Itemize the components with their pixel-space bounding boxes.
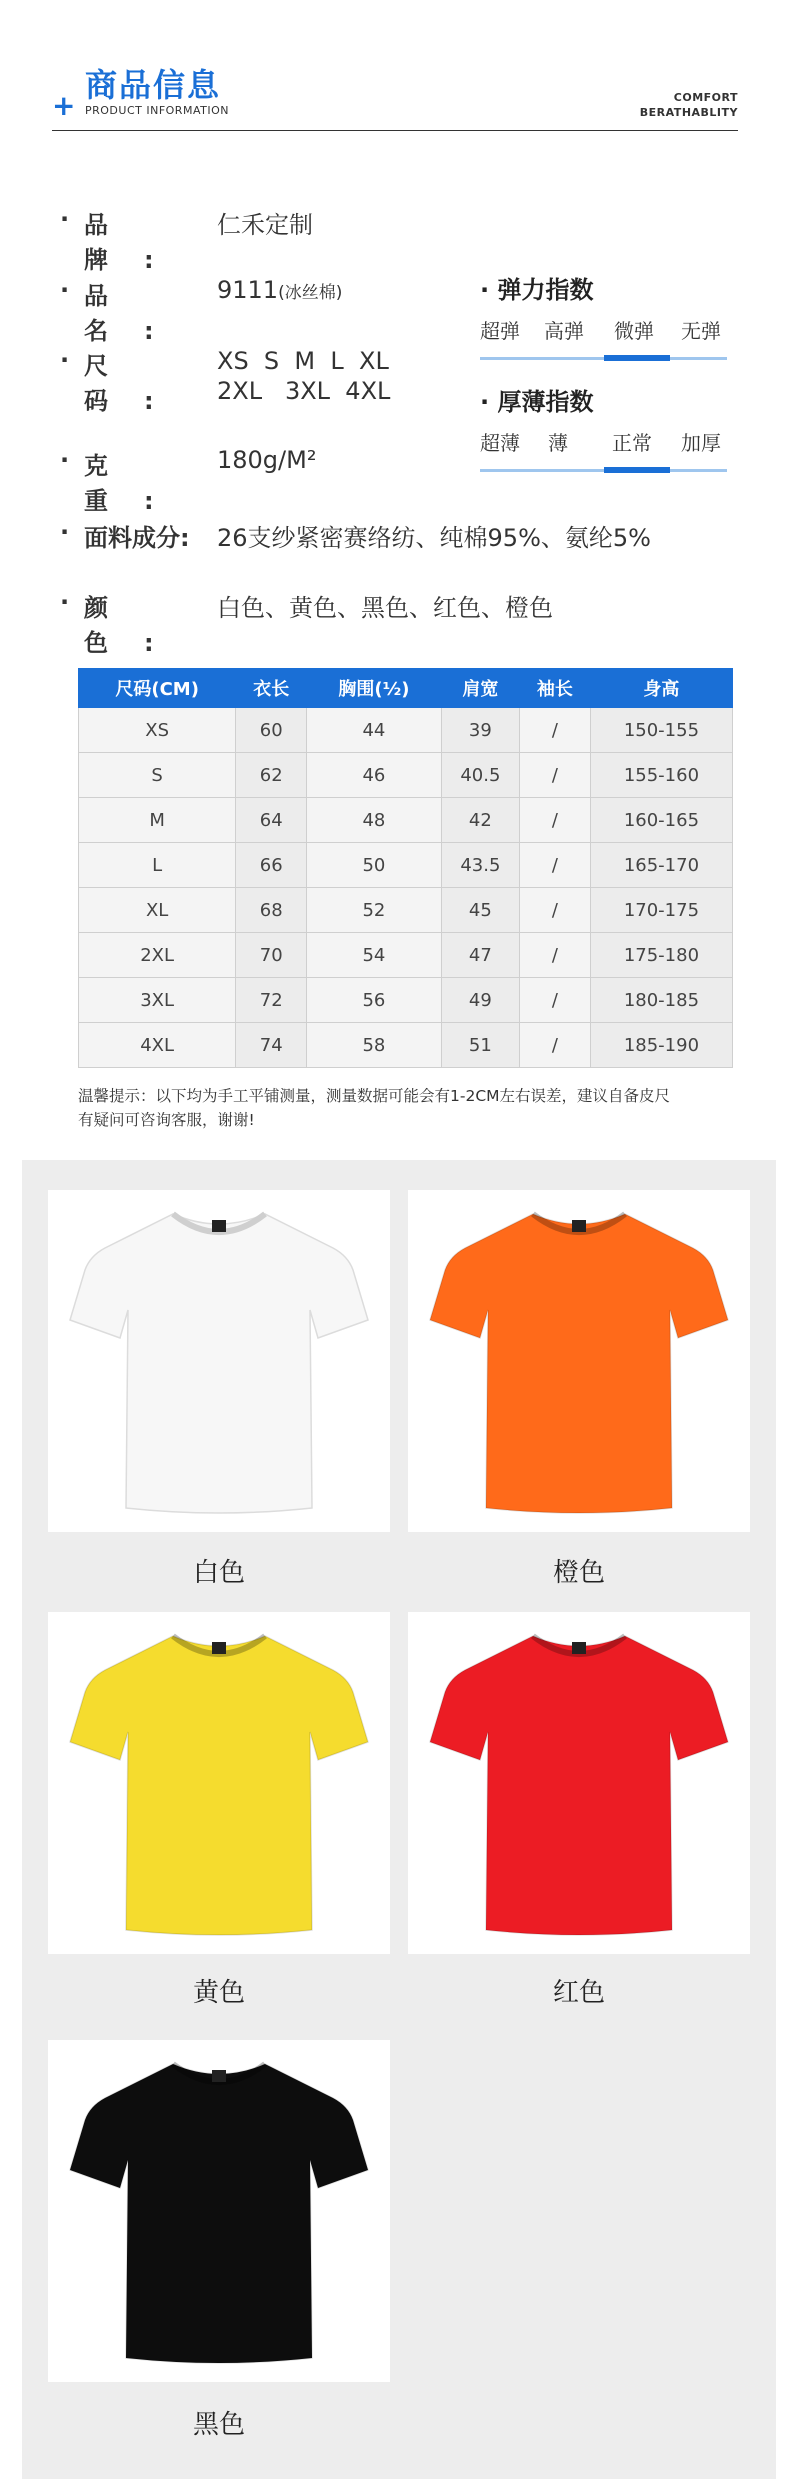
weight-value: 180g/M² [217,446,317,474]
neck-label [212,2070,226,2082]
section-subtitle: PRODUCT INFORMATION [85,104,229,117]
size-label: 尺码: [84,352,190,415]
tshirt-body [430,1636,728,1935]
brand-label: 品牌: [84,211,190,274]
table-cell: 72 [236,978,307,1023]
table-cell: M [79,798,236,843]
material-value: 26支纱紧密赛络纺、纯棉95%、氨纶5% [217,524,651,552]
bullet: · [60,346,70,374]
note-line1: 温馨提示：以下均为手工平铺测量，测量数据可能会有1-2CM左右误差，建议自备皮尺 [78,1087,671,1105]
table-cell: 49 [441,978,519,1023]
size-value [217,346,390,406]
product-image-yellow [48,1612,390,1954]
table-cell: XS [79,708,236,753]
size-line2: 2XL 3XL 4XL [217,377,391,405]
col-header: 胸围(½) [307,669,442,708]
table-cell: S [79,753,236,798]
table-cell: 3XL [79,978,236,1023]
table-cell: 47 [441,933,519,978]
table-cell: 50 [307,843,442,888]
measurement-note [78,1084,738,1132]
table-row [79,708,733,753]
table-cell: 155-160 [590,753,732,798]
table-cell: 170-175 [590,888,732,933]
table-cell: 64 [236,798,307,843]
elasticity-title-text: 弹力指数 [497,276,594,304]
elasticity-option: 超弹 [480,319,520,343]
tshirt-body [70,1636,368,1935]
size-line1: XS S M L XL [217,347,389,375]
table-cell: 48 [307,798,442,843]
table-cell: 2XL [79,933,236,978]
size-table-header [79,669,733,708]
elasticity-selected-marker [604,355,670,361]
table-row [79,753,733,798]
neck-label [572,1642,586,1654]
neck-label [572,1220,586,1232]
header-right-line1: COMFORT [673,91,738,104]
thickness-selected-marker [604,467,670,473]
table-cell: XL [79,888,236,933]
table-cell: 175-180 [590,933,732,978]
table-cell: 180-185 [590,978,732,1023]
header-divider [52,130,738,131]
elasticity-option: 高弹 [544,319,584,343]
tshirt-red-image [408,1612,750,1954]
model-number: 9111 [217,276,279,304]
color-caption: 黄色 [192,1978,245,2008]
bullet: · [60,276,70,304]
tshirt-white-image [48,1190,390,1532]
col-header: 衣长 [236,669,307,708]
bullet: · [60,205,70,233]
note-line2: 有疑问可咨询客服，谢谢! [78,1111,255,1129]
table-cell: 165-170 [590,843,732,888]
color-caption: 橙色 [552,1558,605,1588]
name-value [217,276,342,304]
product-image-orange [408,1190,750,1532]
table-row [79,933,733,978]
table-cell: 60 [236,708,307,753]
weight-label: 克重: [84,452,190,515]
thickness-option: 正常 [612,431,652,455]
tshirt-body [70,1214,368,1513]
table-cell: 4XL [79,1023,236,1068]
table-cell: 54 [307,933,442,978]
table-row [79,798,733,843]
table-cell: / [520,1023,591,1068]
header-right-line2: BERATHABLITY [639,106,738,119]
table-cell: 56 [307,978,442,1023]
col-header: 身高 [590,669,732,708]
table-cell: 46 [307,753,442,798]
material-label: 面料成分: [84,524,190,552]
color-value: 白色、黄色、黑色、红色、橙色 [217,594,553,622]
section-header [52,52,738,132]
product-image-white [48,1190,390,1532]
product-image-black [48,2040,390,2382]
table-cell: 51 [441,1023,519,1068]
table-cell: 58 [307,1023,442,1068]
table-cell: 62 [236,753,307,798]
table-cell: L [79,843,236,888]
elasticity-title: · 弹力指数 [480,276,594,304]
thickness-option: 薄 [548,431,568,455]
table-cell: / [520,753,591,798]
table-row [79,888,733,933]
col-header: 尺码(CM) [79,669,236,708]
elasticity-index [480,270,727,341]
thickness-title: · 厚薄指数 [480,388,594,416]
bullet: · [60,446,70,474]
thickness-scale-bar [480,469,727,472]
tshirt-yellow-image [48,1612,390,1954]
name-label: 品名: [84,282,190,345]
table-cell: 74 [236,1023,307,1068]
table-cell: 43.5 [441,843,519,888]
tshirt-body [430,1214,728,1513]
elasticity-option: 微弹 [614,319,654,343]
table-cell: 52 [307,888,442,933]
bullet: · [60,588,70,616]
thickness-option: 加厚 [681,431,721,455]
plus-icon: + [52,89,76,122]
size-table [78,668,733,1068]
color-gallery [22,1160,776,2479]
neck-label [212,1220,226,1232]
table-cell: / [520,798,591,843]
table-cell: / [520,888,591,933]
col-header: 肩宽 [441,669,519,708]
color-caption: 白色 [192,1558,245,1588]
table-cell: 39 [441,708,519,753]
table-row [79,843,733,888]
color-caption: 黑色 [192,2410,245,2440]
table-cell: 42 [441,798,519,843]
table-cell: 68 [236,888,307,933]
name-note: (冰丝棉) [278,283,343,303]
product-image-red [408,1612,750,1954]
bullet: · [60,518,70,546]
elasticity-option: 无弹 [681,319,721,343]
table-cell: / [520,843,591,888]
tshirt-black-image [48,2040,390,2382]
table-row [79,978,733,1023]
brand-value: 仁禾定制 [217,211,313,239]
elasticity-options [480,315,727,341]
table-row [79,1023,733,1068]
table-cell: / [520,978,591,1023]
color-label: 颜色: [84,594,190,657]
thickness-option: 超薄 [480,431,520,455]
table-cell: 160-165 [590,798,732,843]
table-cell: 70 [236,933,307,978]
elasticity-scale-bar [480,357,727,360]
table-cell: 66 [236,843,307,888]
thickness-title-text: 厚薄指数 [497,388,594,416]
header-right-text [640,90,738,120]
thickness-index [480,382,727,453]
table-cell: 40.5 [441,753,519,798]
table-cell: 150-155 [590,708,732,753]
table-cell: 44 [307,708,442,753]
table-cell: / [520,933,591,978]
thickness-options [480,427,727,453]
color-caption: 红色 [552,1978,605,2008]
col-header: 袖长 [520,669,591,708]
tshirt-body [70,2064,368,2363]
table-cell: 185-190 [590,1023,732,1068]
table-cell: 45 [441,888,519,933]
tshirt-orange-image [408,1190,750,1532]
neck-label [212,1642,226,1654]
table-cell: / [520,708,591,753]
section-title: 商品信息 [85,66,222,104]
